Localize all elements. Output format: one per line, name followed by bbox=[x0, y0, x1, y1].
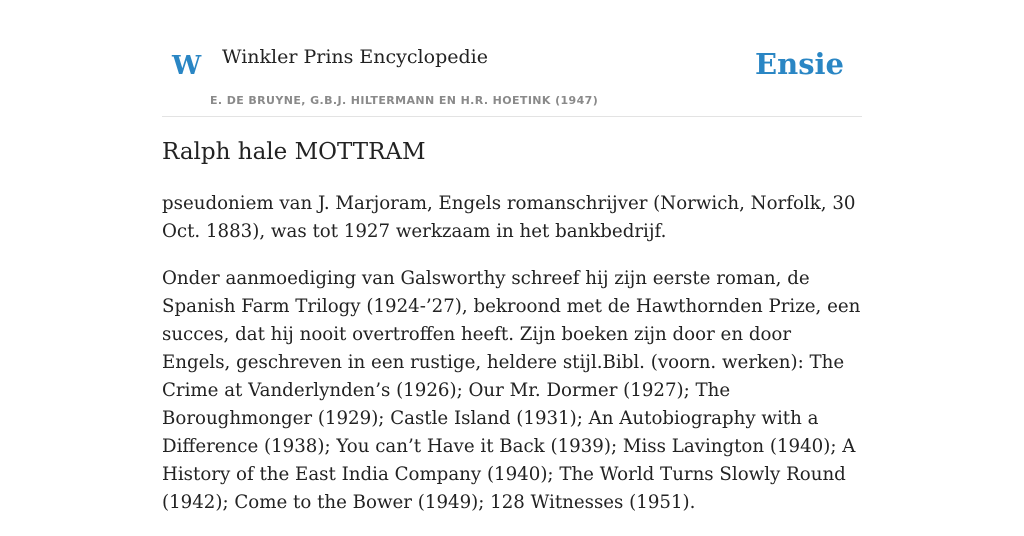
header bbox=[162, 0, 862, 117]
site-title[interactable]: Winkler Prins Encyclopedie bbox=[222, 46, 488, 68]
authors-line: E. DE BRUYNE, G.B.J. HILTERMANN EN H.R. HOETINK (1947) bbox=[210, 94, 599, 107]
article-body bbox=[162, 190, 862, 536]
winkler-prins-logo[interactable]: W bbox=[172, 51, 202, 81]
ensie-brand-logo[interactable]: Ensie bbox=[755, 47, 844, 81]
entry-title: Ralph hale MOTTRAM bbox=[162, 139, 426, 165]
paragraph-2: Onder aanmoediging van Galsworthy schreef hij zijn eerste roman, de Spanish Farm Trilogy (1924-’27), bekroond met de Hawthornden Prize, een succes, dat hij nooit overtroffen heeft. Zijn boeken zijn door en door Engels, geschreven in een rustige, heldere stijl.Bibl. (voorn. werken): The Crime at Vanderlynden’s (1926); Our Mr. Dormer (1927); The Boroughmonger (1929); Castle Island (1931); An Autobiography with a Difference (1938); You can’t Have it Back (1939); Miss Lavington (1940); A History of the East India Company (1940); The World Turns Slowly Round (1942); Come to the Bower (1949); 128 Witnesses (1951). bbox=[162, 268, 861, 513]
page-container bbox=[162, 0, 862, 513]
paragraph-1: pseudoniem van J. Marjoram, Engels romanschrijver (Norwich, Norfolk, 30 Oct. 1883), was tot 1927 werkzaam in het bankbedrijf. bbox=[162, 193, 856, 242]
